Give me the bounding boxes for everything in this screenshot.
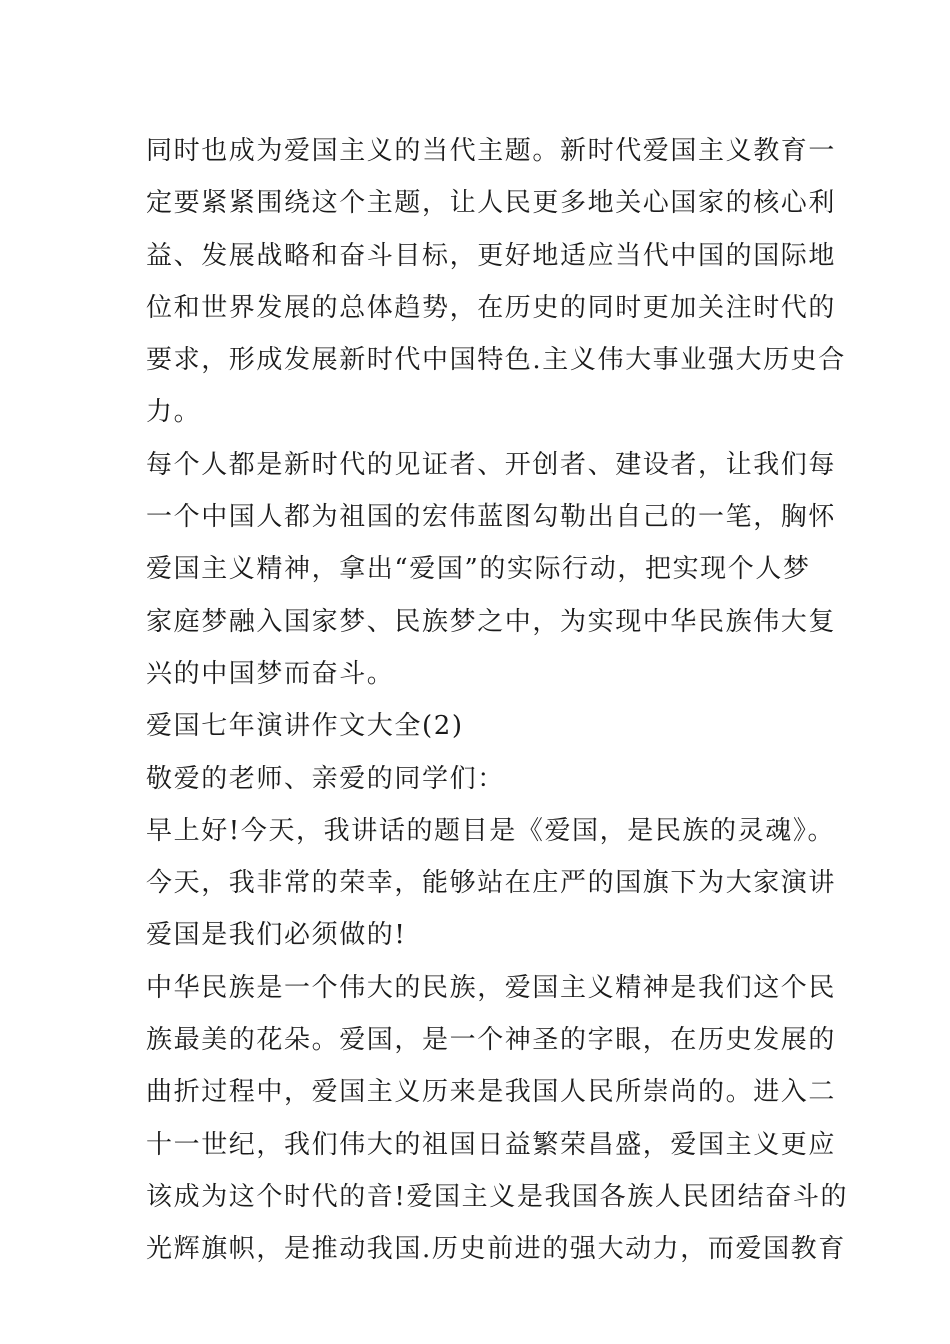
text-line: 今天，我非常的荣幸，能够站在庄严的国旗下为大家演讲 [146, 868, 837, 899]
text-line: 中华民族是一个伟大的民族，爱国主义精神是我们这个民 [146, 972, 837, 1003]
text-line: 兴的中国梦而奋斗。 [146, 658, 395, 689]
text-line: 爱国主义精神，拿出“爱国”的实际行动，把实现个人梦 [146, 554, 811, 585]
document-body [146, 125, 849, 1276]
text-line: 位和世界发展的总体趋势，在历史的同时更加关注时代的 [146, 292, 837, 323]
text-line: 要求，形成发展新时代中国特色.主义伟大事业强大历史合 [146, 345, 846, 376]
text-line: 益、发展战略和奋斗目标，更好地适应当代中国的国际地 [146, 240, 837, 271]
salutation: 敬爱的老师、亲爱的同学们： [146, 763, 505, 794]
text-line: 光辉旗帜，是推动我国.历史前进的强大动力，而爱国教育 [146, 1234, 846, 1265]
text-line: 族最美的花朵。爱国，是一个神圣的字眼，在历史发展的 [146, 1025, 837, 1056]
text-line: 定要紧紧围绕这个主题，让人民更多地关心国家的核心利 [146, 188, 837, 219]
text-line: 每个人都是新时代的见证者、开创者、建设者，让我们每 [146, 449, 837, 480]
text-line: 力。 [146, 397, 202, 428]
text-line: 一个中国人都为祖国的宏伟蓝图勾勒出自己的一笔，胸怀 [146, 502, 837, 533]
section-heading: 爱国七年演讲作文大全(2) [146, 711, 464, 742]
text-line: 十一世纪，我们伟大的祖国日益繁荣昌盛，爱国主义更应 [146, 1129, 837, 1160]
text-line: 同时也成为爱国主义的当代主题。新时代爱国主义教育一 [146, 136, 837, 166]
text-line: 曲折过程中，爱国主义历来是我国人民所崇尚的。进入二 [146, 1077, 837, 1108]
text-line: 该成为这个时代的音!爱国主义是我国各族人民团结奋斗的 [146, 1181, 849, 1212]
text-line: 家庭梦融入国家梦、民族梦之中，为实现中华民族伟大复 [146, 606, 837, 637]
text-line: 早上好!今天，我讲话的题目是《爱国，是民族的灵魂》。 [146, 815, 836, 846]
text-line: 爱国是我们必须做的! [146, 920, 407, 951]
